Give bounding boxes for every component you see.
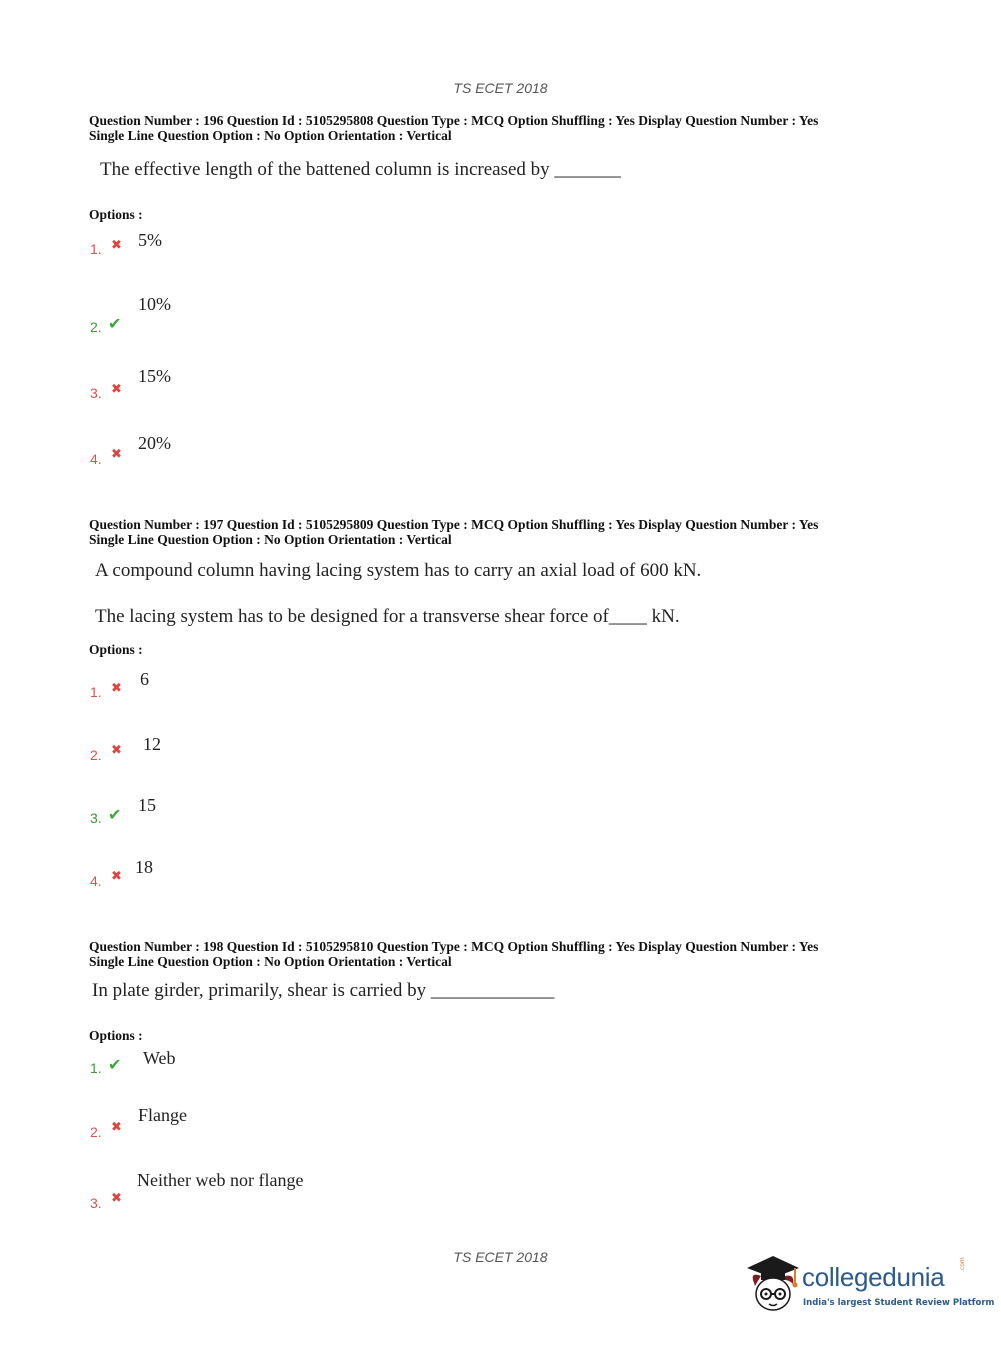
option-number: 3. <box>90 1195 102 1211</box>
option-number: 2. <box>90 747 102 763</box>
question-meta: Question Number : 198 Question Id : 5105295810 Question Type : MCQ Option Shuffling : Yes Display Question Number : Yes <box>89 939 819 954</box>
cross-icon: ✖ <box>111 238 122 253</box>
option-number: 2. <box>90 319 102 335</box>
cross-icon: ✖ <box>111 1191 122 1206</box>
check-icon: ✔ <box>108 805 122 824</box>
option-value: 15 <box>138 795 156 815</box>
option-value: 5% <box>138 230 162 250</box>
option-value: 10% <box>138 294 171 314</box>
option-value: Flange <box>138 1105 187 1125</box>
option-value: 20% <box>138 433 171 453</box>
cross-icon: ✖ <box>111 743 122 758</box>
option-value: 12 <box>143 734 161 754</box>
cross-icon: ✖ <box>111 1120 122 1135</box>
cross-icon: ✖ <box>111 681 122 696</box>
question-meta: Single Line Question Option : No Option Orientation : Vertical <box>89 532 452 547</box>
options-label: Options : <box>89 642 143 657</box>
question-text: The lacing system has to be designed for a transverse shear force of____ kN. <box>95 606 680 627</box>
question-text: The effective length of the battened column is increased by _______ <box>100 159 621 180</box>
collegedunia-logo <box>743 1252 995 1318</box>
question-meta: Single Line Question Option : No Option Orientation : Vertical <box>89 128 452 143</box>
option-value: Web <box>143 1048 176 1068</box>
cross-icon: ✖ <box>111 869 122 884</box>
option-number: 3. <box>90 810 102 826</box>
page-footer: TS ECET 2018 <box>453 1249 548 1265</box>
options-label: Options : <box>89 207 143 222</box>
question-text: A compound column having lacing system has to carry an axial load of 600 kN. <box>95 560 702 581</box>
option-value: 18 <box>135 857 153 877</box>
question-meta: Question Number : 196 Question Id : 5105295808 Question Type : MCQ Option Shuffling : Yes Display Question Number : Yes <box>89 113 819 128</box>
option-number: 4. <box>90 873 102 889</box>
option-number: 2. <box>90 1124 102 1140</box>
option-number: 4. <box>90 451 102 467</box>
cross-icon: ✖ <box>111 382 122 397</box>
cross-icon: ✖ <box>111 447 122 462</box>
check-icon: ✔ <box>108 314 122 333</box>
question-meta: Question Number : 197 Question Id : 5105295809 Question Type : MCQ Option Shuffling : Yes Display Question Number : Yes <box>89 517 819 532</box>
page-header: TS ECET 2018 <box>453 80 548 96</box>
logo-wordmark: collegedunia <box>802 1262 945 1292</box>
option-value: 6 <box>140 669 149 689</box>
option-number: 3. <box>90 385 102 401</box>
option-value: Neither web nor flange <box>137 1170 304 1190</box>
options-label: Options : <box>89 1028 143 1043</box>
check-icon: ✔ <box>108 1055 122 1074</box>
question-meta: Single Line Question Option : No Option Orientation : Vertical <box>89 954 452 969</box>
graduate-mascot-icon <box>743 1252 803 1318</box>
option-number: 1. <box>90 241 102 257</box>
logo-tagline: India's largest Student Review Platform <box>803 1298 995 1308</box>
question-text: In plate girder, primarily, shear is carried by _____________ <box>92 980 555 1001</box>
logo-domain: .com <box>959 1257 966 1272</box>
option-number: 1. <box>90 1060 102 1076</box>
option-value: 15% <box>138 366 171 386</box>
option-number: 1. <box>90 684 102 700</box>
